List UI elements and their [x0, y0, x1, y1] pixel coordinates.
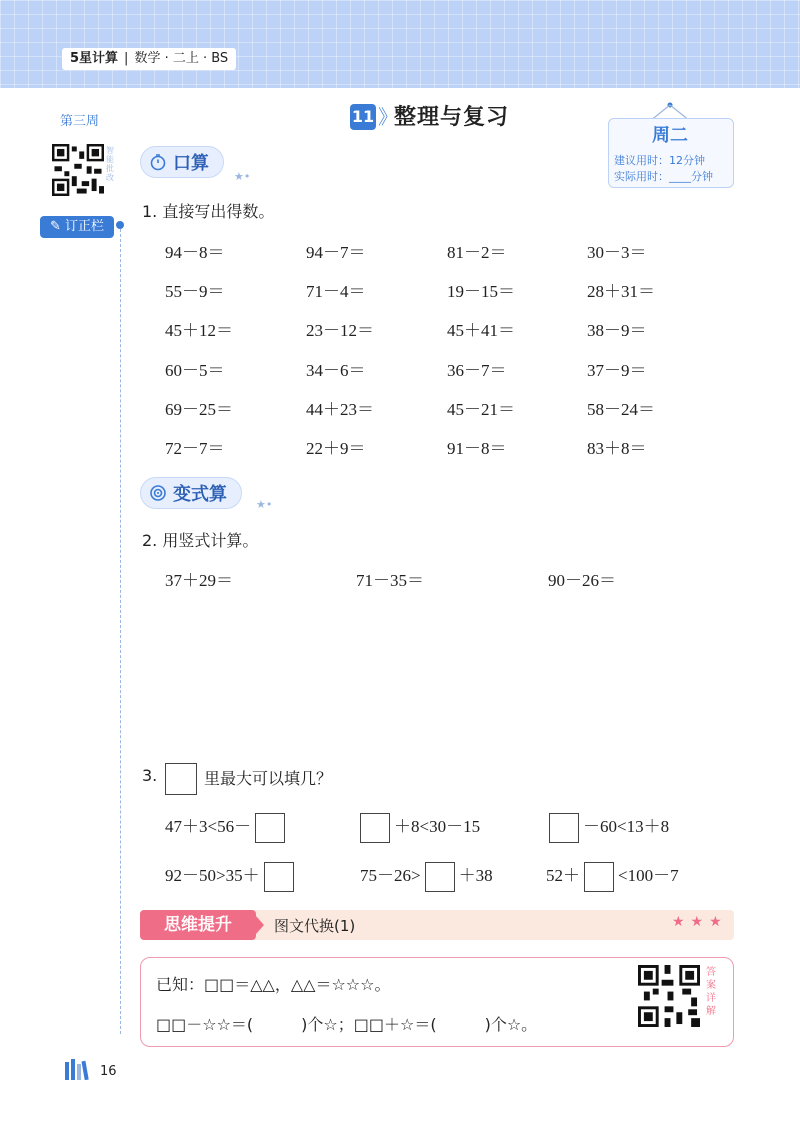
oral-item: 30－3＝ — [587, 243, 647, 262]
thinking-line-2: □□－☆☆＝( )个☆；□□＋☆＝( )个☆。 — [156, 1015, 538, 1034]
thinking-line-1: 已知：□□＝△△，△△＝☆☆☆。 — [156, 975, 391, 994]
q3-item-2 — [356, 812, 480, 843]
oral-item: 60－5＝ — [165, 360, 225, 380]
thinking-tag: 思维提升 — [140, 910, 256, 940]
star-icon: ★• — [256, 498, 273, 511]
oral-item: 44＋23＝ — [306, 399, 374, 419]
question-1-prompt: 1. 直接写出得数。 — [142, 202, 275, 221]
answer-box[interactable] — [584, 862, 614, 892]
stopwatch-icon — [149, 153, 167, 171]
lesson-number: 11 — [350, 104, 376, 130]
oral-item: 37－9＝ — [587, 360, 647, 380]
margin-divider — [120, 224, 121, 1034]
week-label: 第三周 — [60, 114, 100, 129]
oral-item: 94－7＝ — [306, 243, 366, 262]
q3-item-1 — [165, 812, 289, 843]
oral-item: 81－2＝ — [447, 243, 507, 262]
oral-item: 71－4＝ — [306, 282, 366, 302]
page-number: 16 — [100, 1064, 117, 1079]
tag-arrow — [256, 916, 264, 934]
oral-item: 69－25＝ — [165, 399, 233, 419]
question-2-prompt: 2. 用竖式计算。 — [142, 531, 259, 550]
oral-item: 28＋31＝ — [587, 282, 655, 302]
books-icon — [64, 1058, 92, 1080]
suggested-time: 建议用时：12分钟 — [614, 154, 705, 167]
answer-box[interactable] — [360, 813, 390, 843]
q3-item-6-left: 52＋ — [546, 866, 580, 885]
series-tab — [62, 48, 236, 70]
q3-item-2-right: ＋8<30－15 — [394, 817, 481, 836]
oral-item: 19－15＝ — [447, 282, 515, 302]
q2-item-1: 37＋29＝ — [165, 571, 233, 590]
margin-dot — [116, 221, 124, 229]
oral-item: 94－8＝ — [165, 243, 225, 262]
section-variant — [140, 477, 242, 509]
answer-box-sample — [165, 763, 197, 795]
oral-item: 72－7＝ — [165, 439, 225, 458]
qr-caption: 答案详解 — [706, 967, 716, 1017]
series-name: 5星计算 — [70, 51, 119, 66]
q3-item-3-right: －60<13＋8 — [583, 817, 670, 836]
oral-item: 55－9＝ — [165, 282, 225, 302]
section-oral-label: 口算 — [173, 153, 209, 174]
page-title: 整理与复习 — [394, 105, 510, 130]
correction-label: 订正栏 — [65, 219, 105, 234]
oral-item: 45＋12＝ — [165, 321, 233, 341]
oral-item: 38－9＝ — [587, 321, 647, 341]
difficulty-stars: ★★★ — [672, 914, 728, 930]
oral-item: 34－6＝ — [306, 360, 366, 380]
oral-item: 45－21＝ — [447, 399, 515, 419]
oral-item: 83＋8＝ — [587, 439, 647, 458]
q3-item-3 — [545, 812, 669, 843]
oral-item: 45＋41＝ — [447, 321, 515, 341]
answer-box[interactable] — [264, 862, 294, 892]
question-3-number: 3. — [142, 766, 158, 785]
q2-item-3: 90－26＝ — [548, 571, 616, 590]
chevron-right-icon: 》 — [378, 105, 398, 129]
top-banner — [0, 0, 800, 88]
answer-box[interactable] — [255, 813, 285, 843]
oral-item: 91－8＝ — [447, 439, 507, 458]
star-icon: ★• — [234, 170, 251, 183]
q3-item-6-right: <100－7 — [618, 866, 679, 885]
target-icon — [149, 484, 167, 502]
pencil-icon: ✎ — [49, 219, 61, 234]
oral-item: 22＋9＝ — [306, 439, 366, 458]
oral-item: 23－12＝ — [306, 321, 374, 341]
qr-code-icon[interactable] — [638, 965, 700, 1027]
answer-box[interactable] — [549, 813, 579, 843]
q3-item-4 — [165, 861, 298, 892]
question-3-prompt: 里最大可以填几？ — [204, 769, 333, 788]
thinking-subtitle: 图文代换(1) — [274, 917, 356, 935]
qr-code-icon[interactable] — [52, 144, 104, 196]
q3-item-4-left: 92－50>35＋ — [165, 866, 260, 885]
oral-item: 58－24＝ — [587, 399, 655, 419]
divider: | — [124, 51, 129, 66]
actual-time: 实际用时：____分钟 — [614, 170, 713, 183]
subject-label: 数学 · 二上 · BS — [134, 51, 229, 66]
correction-tab[interactable] — [40, 216, 114, 238]
q3-item-1-left: 47＋3<56－ — [165, 817, 252, 836]
q2-item-2: 71－35＝ — [356, 571, 424, 590]
q3-item-6 — [546, 861, 679, 892]
q3-item-5-right: ＋38 — [458, 866, 493, 885]
q3-item-5 — [360, 861, 493, 892]
q3-item-5-left: 75－26> — [360, 866, 421, 885]
qr-caption: 智能批改 — [106, 146, 114, 182]
section-oral — [140, 146, 224, 178]
section-variant-label: 变式算 — [173, 484, 227, 505]
oral-item: 36－7＝ — [447, 360, 507, 380]
answer-box[interactable] — [425, 862, 455, 892]
day-label: 周二 — [652, 125, 688, 146]
